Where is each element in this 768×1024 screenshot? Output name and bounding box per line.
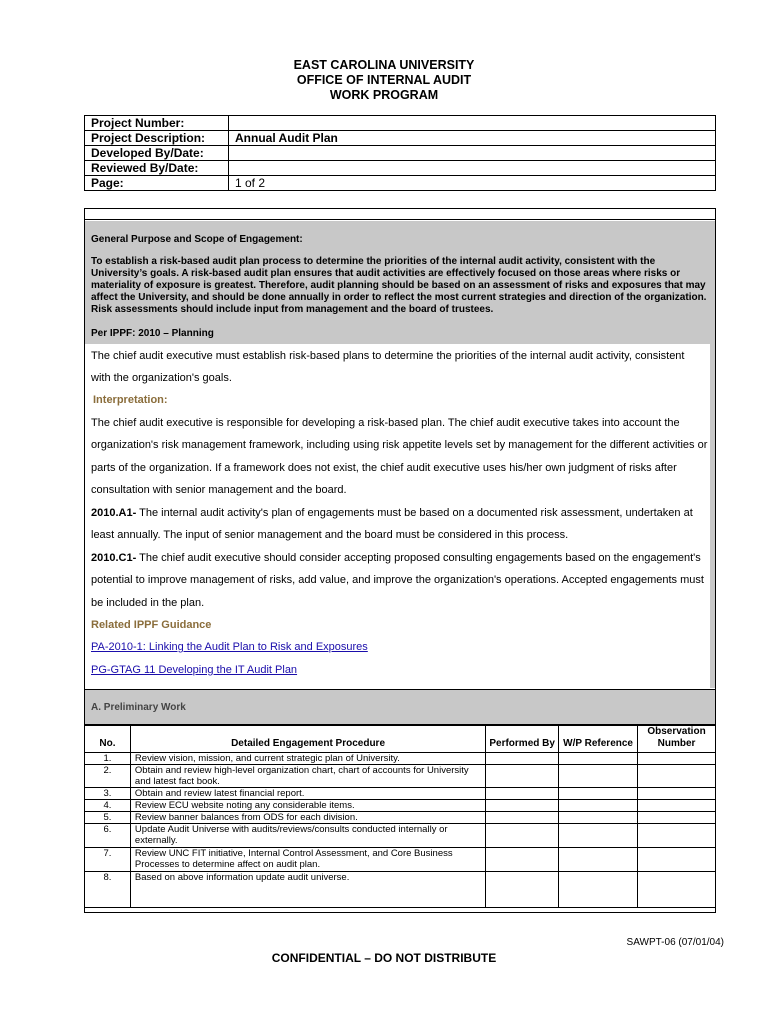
interpretation-text: The chief audit executive is responsible for developing a risk-based plan. The chief audit executive takes into account the organization's risk management framework, including using risk appetite levels set by management for the different activities or parts of the organization. If a framework does not exist, the chief audit executive uses his/her own judgment of risks after consultation with senior management and the board. [91, 417, 708, 497]
related-guidance-heading: Related IPPF Guidance [91, 619, 212, 631]
wp-cell[interactable] [559, 848, 638, 872]
observation-cell[interactable] [638, 872, 716, 908]
table-row [85, 848, 716, 872]
col-observation: Observation Number [638, 726, 716, 753]
procedures-header-row [85, 726, 716, 753]
table-row [85, 824, 716, 848]
row-number: 7. [85, 848, 131, 872]
project-description-label: Project Description: [85, 131, 229, 146]
office-title: OFFICE OF INTERNAL AUDIT [296, 73, 472, 87]
developed-by-value [229, 146, 716, 161]
wp-cell[interactable] [559, 788, 638, 800]
standard-c1-text: The chief audit executive should consider accepting proposed consulting engagements based on the engagement's potential to improve management of risks, add value, and improve the organization's operations. Accepted engagements must be included in the plan. [91, 552, 704, 609]
performed-cell[interactable] [486, 765, 559, 788]
procedure-text: Update Audit Universe with audits/reviews/consults conducted internally or externally. [130, 824, 485, 848]
reviewed-by-value [229, 161, 716, 176]
row-number: 3. [85, 788, 131, 800]
reviewed-by-row [85, 161, 716, 176]
performed-cell[interactable] [486, 800, 559, 812]
col-no: No. [85, 726, 131, 753]
observation-cell[interactable] [638, 812, 716, 824]
project-number-row [85, 116, 716, 131]
performed-cell[interactable] [486, 788, 559, 800]
procedure-text: Obtain and review high-level organization chart, chart of accounts for University and latest fact book. [130, 765, 485, 788]
col-performed-by: Performed By [486, 726, 559, 753]
reviewed-by-label: Reviewed By/Date: [85, 161, 229, 176]
standard-a1 [91, 502, 713, 547]
observation-cell[interactable] [638, 800, 716, 812]
developed-by-row [85, 146, 716, 161]
row-number: 6. [85, 824, 131, 848]
performed-cell[interactable] [486, 812, 559, 824]
page-value: 1 of 2 [229, 176, 716, 191]
scope-body: To establish a risk-based audit plan process to determine the priorities of the internal audit activity, consistent with the University’s goals. A risk-based audit plan ensures that audit activities are effectively focused on those areas where risks or materiality of exposure is greatest. Therefore, audit planning should be based on an assessment of risks and exposures that may affect the University, and should be done annually in order to reflect the most current strategies and direction of the organization. Risk assessments should include input from management and the board of trustees. [91, 256, 707, 315]
table-row [85, 788, 716, 800]
table-row [85, 753, 716, 765]
row-number: 5. [85, 812, 131, 824]
observation-cell[interactable] [638, 848, 716, 872]
table-row [85, 800, 716, 812]
wp-cell[interactable] [559, 812, 638, 824]
wp-cell[interactable] [559, 800, 638, 812]
performed-cell[interactable] [486, 848, 559, 872]
project-info-table [84, 115, 716, 191]
guidance-link-gtag-11[interactable]: PG-GTAG 11 Developing the IT Audit Plan [91, 664, 298, 676]
procedure-text: Obtain and review latest financial report. [130, 788, 485, 800]
form-code: SAWPT-06 (07/01/04) [626, 937, 724, 948]
observation-cell[interactable] [638, 765, 716, 788]
performed-cell[interactable] [486, 753, 559, 765]
standard-c1 [91, 547, 705, 614]
guidance-link-pa-2010-1[interactable]: PA-2010-1: Linking the Audit Plan to Risk and Exposures [91, 641, 368, 653]
university-title: EAST CAROLINA UNIVERSITY [293, 58, 475, 72]
col-wp-reference: W/P Reference [559, 726, 638, 753]
row-number: 2. [85, 765, 131, 788]
observation-cell[interactable] [638, 824, 716, 848]
observation-cell[interactable] [638, 753, 716, 765]
performed-cell[interactable] [486, 872, 559, 908]
interpretation-heading: Interpretation: [93, 394, 168, 406]
row-number: 8. [85, 872, 131, 908]
developed-by-label: Developed By/Date: [85, 146, 229, 161]
confidential-notice: CONFIDENTIAL – DO NOT DISTRIBUTE [271, 951, 497, 965]
table-row [85, 765, 716, 788]
scope-heading: General Purpose and Scope of Engagement: [91, 234, 303, 245]
table-row [85, 812, 716, 824]
standard-a1-label: 2010.A1- [91, 507, 137, 519]
page-label: Page: [85, 176, 229, 191]
observation-cell[interactable] [638, 788, 716, 800]
procedure-text: Review UNC FIT initiative, Internal Control Assessment, and Core Business Processes to determine affect on audit plan. [130, 848, 485, 872]
standard-a1-text: The internal audit activity's plan of engagements must be based on a documented risk assessment, undertaken at least annually. The input of senior management and the board must be considered in this process. [91, 507, 693, 542]
project-description-row [85, 131, 716, 146]
standard-c1-label: 2010.C1- [91, 552, 137, 564]
performed-cell[interactable] [486, 824, 559, 848]
standard-paragraph: The chief audit executive must establish risk-based plans to determine the priorities of the internal audit activity, consistent with the organization's goals. [91, 350, 685, 385]
procedure-text: Review vision, mission, and current strategic plan of University. [130, 753, 485, 765]
row-number: 1. [85, 753, 131, 765]
table-row [85, 872, 716, 908]
wp-cell[interactable] [559, 824, 638, 848]
col-procedure: Detailed Engagement Procedure [130, 726, 485, 753]
wp-cell[interactable] [559, 872, 638, 908]
wp-cell[interactable] [559, 765, 638, 788]
procedure-text: Based on above information update audit universe. [130, 872, 485, 908]
page-row [85, 176, 716, 191]
project-description-value: Annual Audit Plan [229, 131, 716, 146]
ippf-reference: Per IPPF: 2010 – Planning [91, 328, 214, 339]
project-number-value [229, 116, 716, 131]
project-number-label: Project Number: [85, 116, 229, 131]
section-a-title: A. Preliminary Work [91, 702, 186, 713]
procedure-text: Review ECU website noting any considerable items. [130, 800, 485, 812]
row-number: 4. [85, 800, 131, 812]
purpose-box-top-bar [84, 208, 716, 220]
procedure-text: Review banner balances from ODS for each division. [130, 812, 485, 824]
document-title: WORK PROGRAM [329, 88, 439, 102]
procedures-table [84, 725, 716, 908]
wp-cell[interactable] [559, 753, 638, 765]
